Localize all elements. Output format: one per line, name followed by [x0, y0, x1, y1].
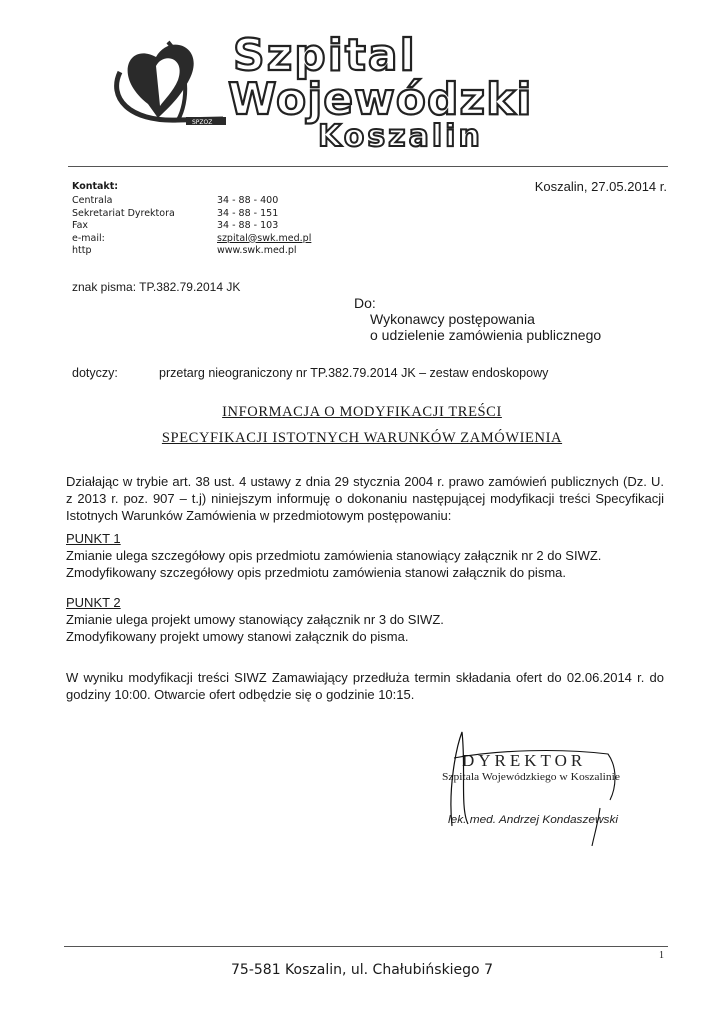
subject-label: dotyczy: — [72, 366, 118, 380]
contact-value: 34 - 88 - 151 — [217, 207, 279, 219]
contact-row — [72, 208, 311, 220]
contact-value: 34 - 88 - 103 — [217, 220, 279, 232]
contact-label: Sekretariat Dyrektora — [72, 207, 175, 219]
logo-badge: SPZOZ — [192, 119, 213, 126]
closing-paragraph: W wyniku modyfikacji treści SIWZ Zamawiający przedłuża termin składania ofert do 02.06.2014 r. do godziny 10:00. Otwarcie ofert odbędzie się o godzinie 10:15. — [66, 670, 664, 702]
contact-value: 34 - 88 - 400 — [217, 195, 279, 207]
stamp-line-1: Szpitala Wojewódzkiego w Koszalinie — [442, 771, 621, 783]
point-1 — [66, 530, 664, 581]
email-link[interactable]: szpital@swk.med.pl — [217, 232, 312, 244]
recipient-block — [354, 295, 601, 343]
intro-paragraph: Działając w trybie art. 38 ust. 4 ustawy z dnia 29 stycznia 2004 r. prawo zamówień publicznych (Dz. U. z 2013 r. poz. 907 – t.j) niniejszym informuję o dokonaniu następującej modyfikacji treści Specyfikacji Istotnych Warunków Zamówienia w przedmiotowym postępowaniu: — [66, 474, 664, 523]
logo-line-1: Szpital — [233, 30, 417, 81]
document-title-line-2: SPECYFIKACJI ISTOTNYCH WARUNKÓW ZAMÓWIENIA — [161, 430, 563, 446]
contact-label: e-mail: — [72, 232, 105, 244]
contact-label: Fax — [72, 220, 89, 232]
stamp-title: DYREKTOR — [462, 751, 587, 770]
point-2 — [66, 594, 664, 645]
recipient-label: Do: — [354, 295, 376, 311]
contact-block — [72, 181, 311, 257]
point-heading: PUNKT 2 — [66, 595, 121, 610]
contact-row — [72, 233, 311, 245]
point-heading: PUNKT 1 — [66, 531, 121, 546]
logo-line-2: Wojewódzki — [228, 74, 533, 125]
reference-number: znak pisma: TP.382.79.2014 JK — [72, 280, 241, 294]
footer-divider — [64, 946, 668, 947]
recipient-line-2: o udzielenie zamówienia publicznego — [370, 327, 602, 343]
page-number: 1 — [659, 950, 664, 961]
header-divider — [68, 166, 668, 167]
recipient-line-1: Wykonawcy postępowania — [370, 311, 535, 327]
stamp-line-2: lek. med. Andrzej Kondaszewski — [448, 814, 619, 826]
hospital-logo — [108, 22, 598, 157]
letter-date: Koszalin, 27.05.2014 r. — [534, 179, 667, 194]
point-line: Zmodyfikowany szczegółowy opis przedmiotu zamówienia stanowi załącznik do pisma. — [66, 565, 566, 580]
heart-emblem-icon — [117, 42, 226, 125]
contact-title: Kontakt: — [72, 181, 119, 192]
point-line: Zmianie ulega szczegółowy opis przedmiotu zamówienia stanowiący załącznik nr 2 do SIWZ. — [66, 548, 602, 563]
logo-line-3: Koszalin — [318, 119, 483, 154]
contact-row — [72, 220, 311, 232]
point-line: Zmianie ulega projekt umowy stanowiący załącznik nr 3 do SIWZ. — [66, 612, 444, 627]
subject-text: przetarg nieograniczony nr TP.382.79.2014 JK – zestaw endoskopowy — [159, 366, 549, 380]
contact-label: http — [72, 245, 92, 257]
contact-row — [72, 195, 311, 207]
document-title-line-1: INFORMACJA O MODYFIKACJI TREŚCI — [222, 404, 502, 420]
director-stamp — [438, 728, 628, 846]
contact-row — [72, 245, 311, 257]
point-line: Zmodyfikowany projekt umowy stanowi załącznik do pisma. — [66, 629, 409, 644]
website-link[interactable]: www.swk.med.pl — [217, 245, 297, 257]
footer-address: 75-581 Koszalin, ul. Chałubińskiego 7 — [231, 962, 493, 978]
contact-label: Centrala — [72, 195, 113, 207]
